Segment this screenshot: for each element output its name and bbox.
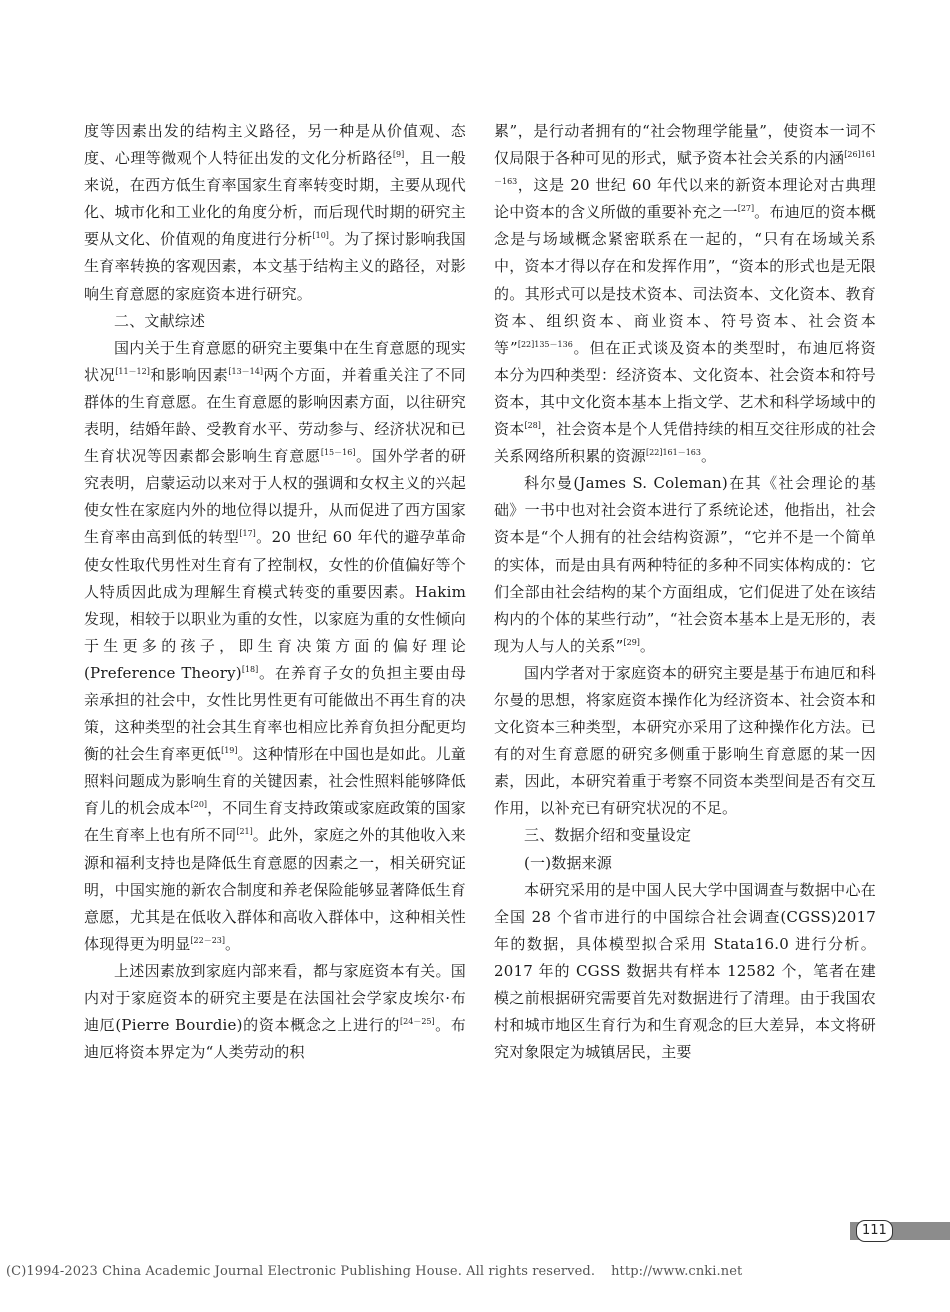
citation: [22－23] — [190, 935, 226, 945]
text-span: 。这种情形在中国也是如此。儿童照料问题成为影响生育的关键因素，社会性照料能够降低育儿的机会成本 — [84, 745, 466, 818]
text-span: 。此外，家庭之外的其他收入来源和福利支持也是降低生育意愿的因素之一，相关研究证明，中国实施的新农合制度和养老保险能够显著降低生育意愿，尤其是在低收入群体和高收入群体中，这种相关性体现得更为明显 — [84, 826, 466, 953]
text-span: 。 — [700, 447, 717, 466]
paragraph: 国内学者对于家庭资本的研究主要是基于布迪厄和科尔曼的思想，将家庭资本操作化为经济资本、社会资本和文化资本三种类型，本研究亦采用了这种操作化方法。已有的对生育意愿的研究多侧重于影响生育意愿的某一因素，因此，本研究着重于考察不同资本类型间是否有交互作用，以补充已有研究状况的不足。 — [494, 663, 876, 818]
section-heading: 二、文献综述 — [114, 311, 206, 330]
text-span: 。 — [639, 636, 656, 655]
subsection-heading: (一)数据来源 — [524, 853, 613, 872]
text-span: 。布迪厄的资本概念是与场域概念紧密联系在一起的，“只有在场域关系中，资本才得以存在和发挥作用”，“资本的形式也是无限的。其形式可以是技术资本、司法资本、文化资本、教育资本、组织资本、商业资本、符号资本、社会资本等” — [494, 203, 876, 357]
text-span: 。 — [225, 934, 241, 953]
copyright-text: (C)1994-2023 China Academic Journal Electronic Publishing House. All rights reserved. — [6, 1264, 596, 1279]
citation: [9] — [392, 150, 405, 160]
left-column — [84, 118, 466, 1066]
citation: [19] — [221, 746, 238, 756]
citation: [21] — [236, 827, 253, 837]
copyright-footer — [6, 1264, 946, 1279]
paragraph — [494, 118, 876, 470]
text-span: ，不同生育支持政策或家庭政策的国家在生育率上也有所不同 — [84, 799, 466, 845]
citation: [13－14] — [228, 366, 263, 376]
text-span: 累”，是行动者拥有的“社会物理学能量”，使资本一词不仅局限于各种可见的形式，赋予资本社会关系的内涵 — [494, 122, 876, 168]
citation: [11－12] — [115, 366, 150, 376]
footer-url[interactable]: http://www.cnki.net — [611, 1264, 743, 1279]
text-span: 。但在正式谈及资本的类型时，布迪厄将资本分为四种类型：经济资本、文化资本、社会资本和符号资本，其中文化资本基本上指文学、艺术和科学场域中的资本 — [494, 338, 876, 439]
text-span: 。布迪厄将资本界定为“人类劳动的积 — [84, 1016, 466, 1062]
text-span: 。在养育子女的负担主要由母亲承担的社会中，女性比男性更有可能做出不再生育的决策，这种类型的社会其生育率也相应比养育负担分配更均衡的社会生育率更低 — [84, 663, 466, 764]
text-span: 。为了探讨影响我国生育率转换的客观因素，本文基于结构主义的路径，对影响生育意愿的家庭资本进行研究。 — [84, 230, 466, 303]
citation: [22]135－136 — [517, 339, 573, 349]
text-span: 国内关于生育意愿的研究主要集中在生育意愿的现实状况 — [84, 338, 466, 384]
page-number: 111 — [856, 1220, 893, 1242]
citation: [24－25] — [400, 1017, 435, 1027]
text-span: ，这是 20 世纪 60 年代以来的新资本理论对古典理论中资本的含义所做的重要补充之一 — [494, 176, 876, 222]
citation: [17] — [239, 529, 256, 539]
text-span: 两个方面，并着重关注了不同群体的生育意愿。在生育意愿的影响因素方面，以往研究表明，结婚年龄、受教育水平、劳动参与、经济状况和已生育状况等因素都会影响生育意愿 — [84, 365, 466, 466]
text-span: ，社会资本是个人凭借持续的相互交往形成的社会关系网络所积累的资源 — [494, 420, 876, 466]
citation: [28] — [524, 421, 541, 431]
text-span: 和影响因素 — [149, 365, 229, 384]
citation: [15－16] — [320, 448, 356, 458]
citation: [29] — [623, 637, 640, 647]
citation: [22]161－163 — [646, 448, 701, 458]
text-span: 上述因素放到家庭内部来看，都与家庭资本有关。国内对于家庭资本的研究主要是在法国社会学家皮埃尔·布迪厄(Pierre Bourdie)的资本概念之上进行的 — [84, 961, 466, 1035]
paragraph — [84, 958, 466, 1066]
right-column — [494, 118, 876, 1066]
citation: [20] — [190, 800, 208, 810]
citation: [10] — [312, 231, 329, 241]
paragraph — [84, 335, 466, 958]
citation: [18] — [241, 664, 259, 674]
text-span: ，且一般来说，在西方低生育率国家生育率转变时期，主要从现代化、城市化和工业化的角度分析，而后现代时期的研究主要从文化、价值观的角度进行分析 — [84, 149, 466, 249]
text-span: 。国外学者的研究表明，启蒙运动以来对于人权的强调和女权主义的兴起使女性在家庭内外的地位得以提升，从而促进了西方国家生育率由高到低的转型 — [84, 447, 466, 547]
citation: [27] — [737, 204, 755, 214]
paragraph — [494, 470, 876, 660]
paragraph: 本研究采用的是中国人民大学中国调查与数据中心在全国 28 个省市进行的中国综合社会调查(CGSS)2017 年的数据，具体模型拟合采用 Stata16.0 进行分析。2017 年的 CGSS 数据共有样本 12582 个，笔者在建模之前根据研究需要首先对数据进行了清理。由于我国农村和城市地区生育行为和生育观念的巨大差异，本文将研究对象限定为城镇居民，主要 — [494, 880, 876, 1062]
text-span: 。20 世纪 60 年代的避孕革命使女性取代男性对生育有了控制权，女性的价值偏好等个人特质因此成为理解生育模式转变的重要因素。Hakim 发现，相较于以职业为重的女性，以家庭为重的女性倾向于生更多的孩子，即生育决策方面的偏好理论(Preference Theory) — [84, 528, 466, 682]
citation: [26]161－163 — [494, 150, 876, 187]
text-span: 科尔曼(James S. Coleman)在其《社会理论的基础》一书中也对社会资本进行了系统论述，他指出，社会资本是“个人拥有的社会结构资源”，“它并不是一个简单的实体，而是由具有两种特征的多种不同实体构成的：它们全部由社会结构的某个方面组成，它们促进了处在该结构内的个体的某些行动”，“社会资本基本上是无形的，表现为人与人的关系” — [494, 474, 876, 655]
section-heading: 三、数据介绍和变量设定 — [524, 826, 692, 845]
paragraph — [84, 118, 466, 308]
text-span: 度等因素出发的结构主义路径，另一种是从价值观、态度、心理等微观个人特征出发的文化分析路径 — [84, 122, 466, 168]
